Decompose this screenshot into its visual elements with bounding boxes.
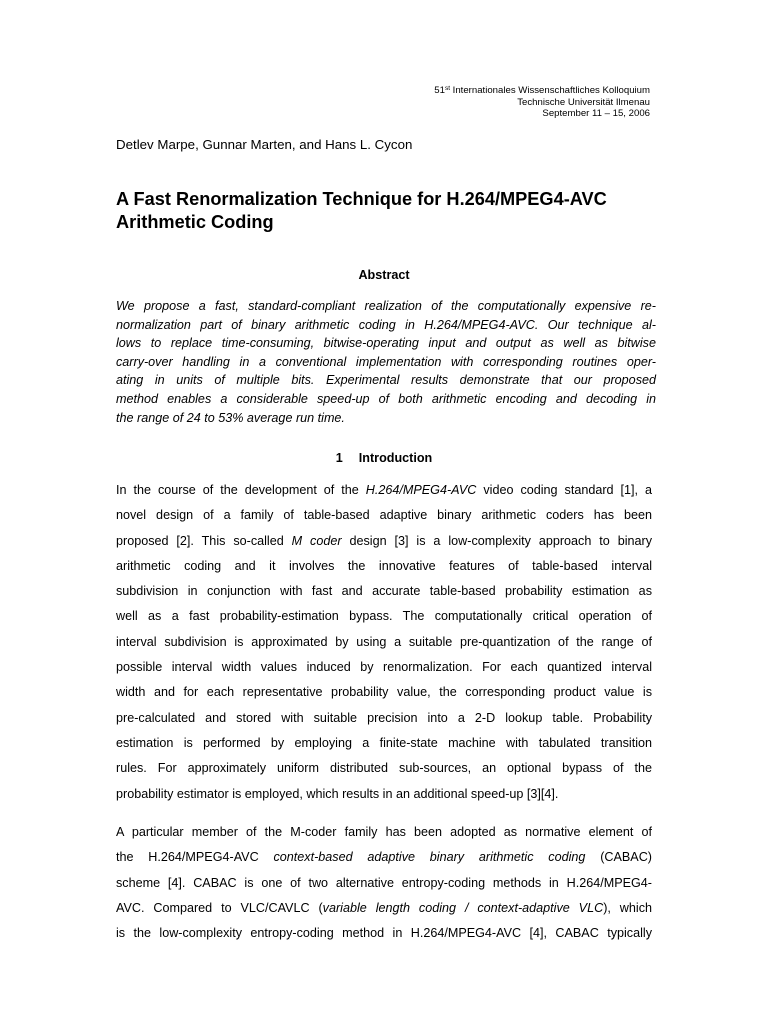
- abstract-line: carry-over handling in a conventional implementation with corresponding routines oper-: [116, 354, 656, 369]
- conference-name-line: [434, 85, 650, 97]
- paragraph-line: interval subdivision is approximated by using a suitable pre-quantization of the range of: [116, 634, 652, 649]
- text-run: (CABAC): [585, 850, 652, 865]
- introduction-paragraph-2: [116, 820, 652, 946]
- section-number: 1: [335, 451, 343, 465]
- paragraph-line: pre-calculated and stored with suitable precision into a 2-D lookup table. Probability: [116, 710, 652, 725]
- abstract-line: We propose a fast, standard-compliant realization of the computationally expensive re-: [116, 299, 656, 313]
- paragraph-line: scheme [4]. CABAC is one of two alternative entropy-coding methods in H.264/MPEG4-: [116, 875, 652, 890]
- abstract-heading: Abstract: [358, 268, 410, 282]
- paragraph-line: estimation is performed by employing a finite-state machine with tabulated transition: [116, 735, 652, 750]
- paper-title: [116, 188, 676, 234]
- paragraph-line: probability estimator is employed, which results in an additional speed-up [3][4].: [116, 786, 559, 801]
- text-run: ), which: [603, 900, 652, 915]
- paragraph-line: well as a fast probability-estimation bypass. The computationally critical operation of: [116, 609, 652, 624]
- paragraph-line: arithmetic coding and it involves the innovative features of table-based interval: [116, 558, 652, 573]
- abstract-body: [116, 297, 656, 427]
- paragraph-line: [116, 896, 652, 921]
- paragraph-line: [116, 478, 652, 503]
- section-heading-introduction: [116, 450, 652, 466]
- paper-title-line-2: Arithmetic Coding: [116, 212, 274, 232]
- conference-name: Internationales Wissenschaftliches Kolloquium: [450, 85, 650, 96]
- italic-text-run: M coder: [291, 533, 342, 548]
- paragraph-line: [116, 529, 652, 554]
- authors: Detlev Marpe, Gunnar Marten, and Hans L. Cycon: [116, 137, 413, 152]
- conference-header: [434, 85, 650, 120]
- italic-text-run: H.264/MPEG4-AVC: [365, 483, 477, 497]
- conference-dates: September 11 – 15, 2006: [542, 108, 650, 119]
- paragraph-line: possible interval width values induced by renormalization. For each quantized interval: [116, 660, 652, 675]
- paragraph-line: novel design of a family of table-based adaptive binary arithmetic coders has been: [116, 508, 652, 523]
- abstract-line: method enables a considerable speed-up of both arithmetic encoding and decoding in: [116, 391, 656, 406]
- paragraph-line: width and for each representative probability value, the corresponding product value is: [116, 685, 652, 700]
- paragraph-line: is the low-complexity entropy-coding method in H.264/MPEG4-AVC [4], CABAC typically: [116, 926, 652, 941]
- conference-ordinal-number: 51: [434, 85, 445, 96]
- abstract-line: lows to replace time-consuming, bitwise-operating input and output as well as bitwise: [116, 336, 656, 351]
- paragraph-line: [116, 845, 652, 870]
- abstract-line: the range of 24 to 53% average run time.: [116, 410, 345, 425]
- text-run: AVC. Compared to VLC/CAVLC (: [116, 900, 323, 915]
- conference-university: Technische Universität Ilmenau: [517, 96, 650, 108]
- italic-text-run: variable length coding / context-adaptive VLC: [322, 900, 604, 915]
- paper-title-line-1: A Fast Renormalization Technique for H.264/MPEG4-AVC: [116, 189, 607, 209]
- text-run: the H.264/MPEG4-AVC: [116, 850, 274, 865]
- abstract-line: ating in units of multiple bits. Experimental results demonstrate that our proposed: [116, 373, 656, 388]
- paragraph-line: subdivision in conjunction with fast and accurate table-based probability estimation as: [116, 584, 652, 599]
- paragraph-line: rules. For approximately uniform distributed sub-sources, an optional bypass of the: [116, 761, 652, 776]
- introduction-paragraph-1: [116, 478, 652, 807]
- section-title: Introduction: [358, 451, 433, 465]
- paragraph-line: A particular member of the M-coder family has been adopted as normative element of: [116, 825, 652, 839]
- text-run: In the course of the development of the: [116, 483, 366, 497]
- text-run: video coding standard [1], a: [476, 483, 653, 497]
- italic-text-run: context-based adaptive binary arithmetic coding: [273, 850, 586, 865]
- text-run: proposed [2]. This so-called: [116, 533, 292, 548]
- abstract-line: normalization part of binary arithmetic coding in H.264/MPEG4-AVC. Our technique al-: [116, 317, 656, 332]
- conference-ordinal-suffix: st: [444, 85, 451, 92]
- text-run: design [3] is a low-complexity approach to binary: [341, 533, 652, 548]
